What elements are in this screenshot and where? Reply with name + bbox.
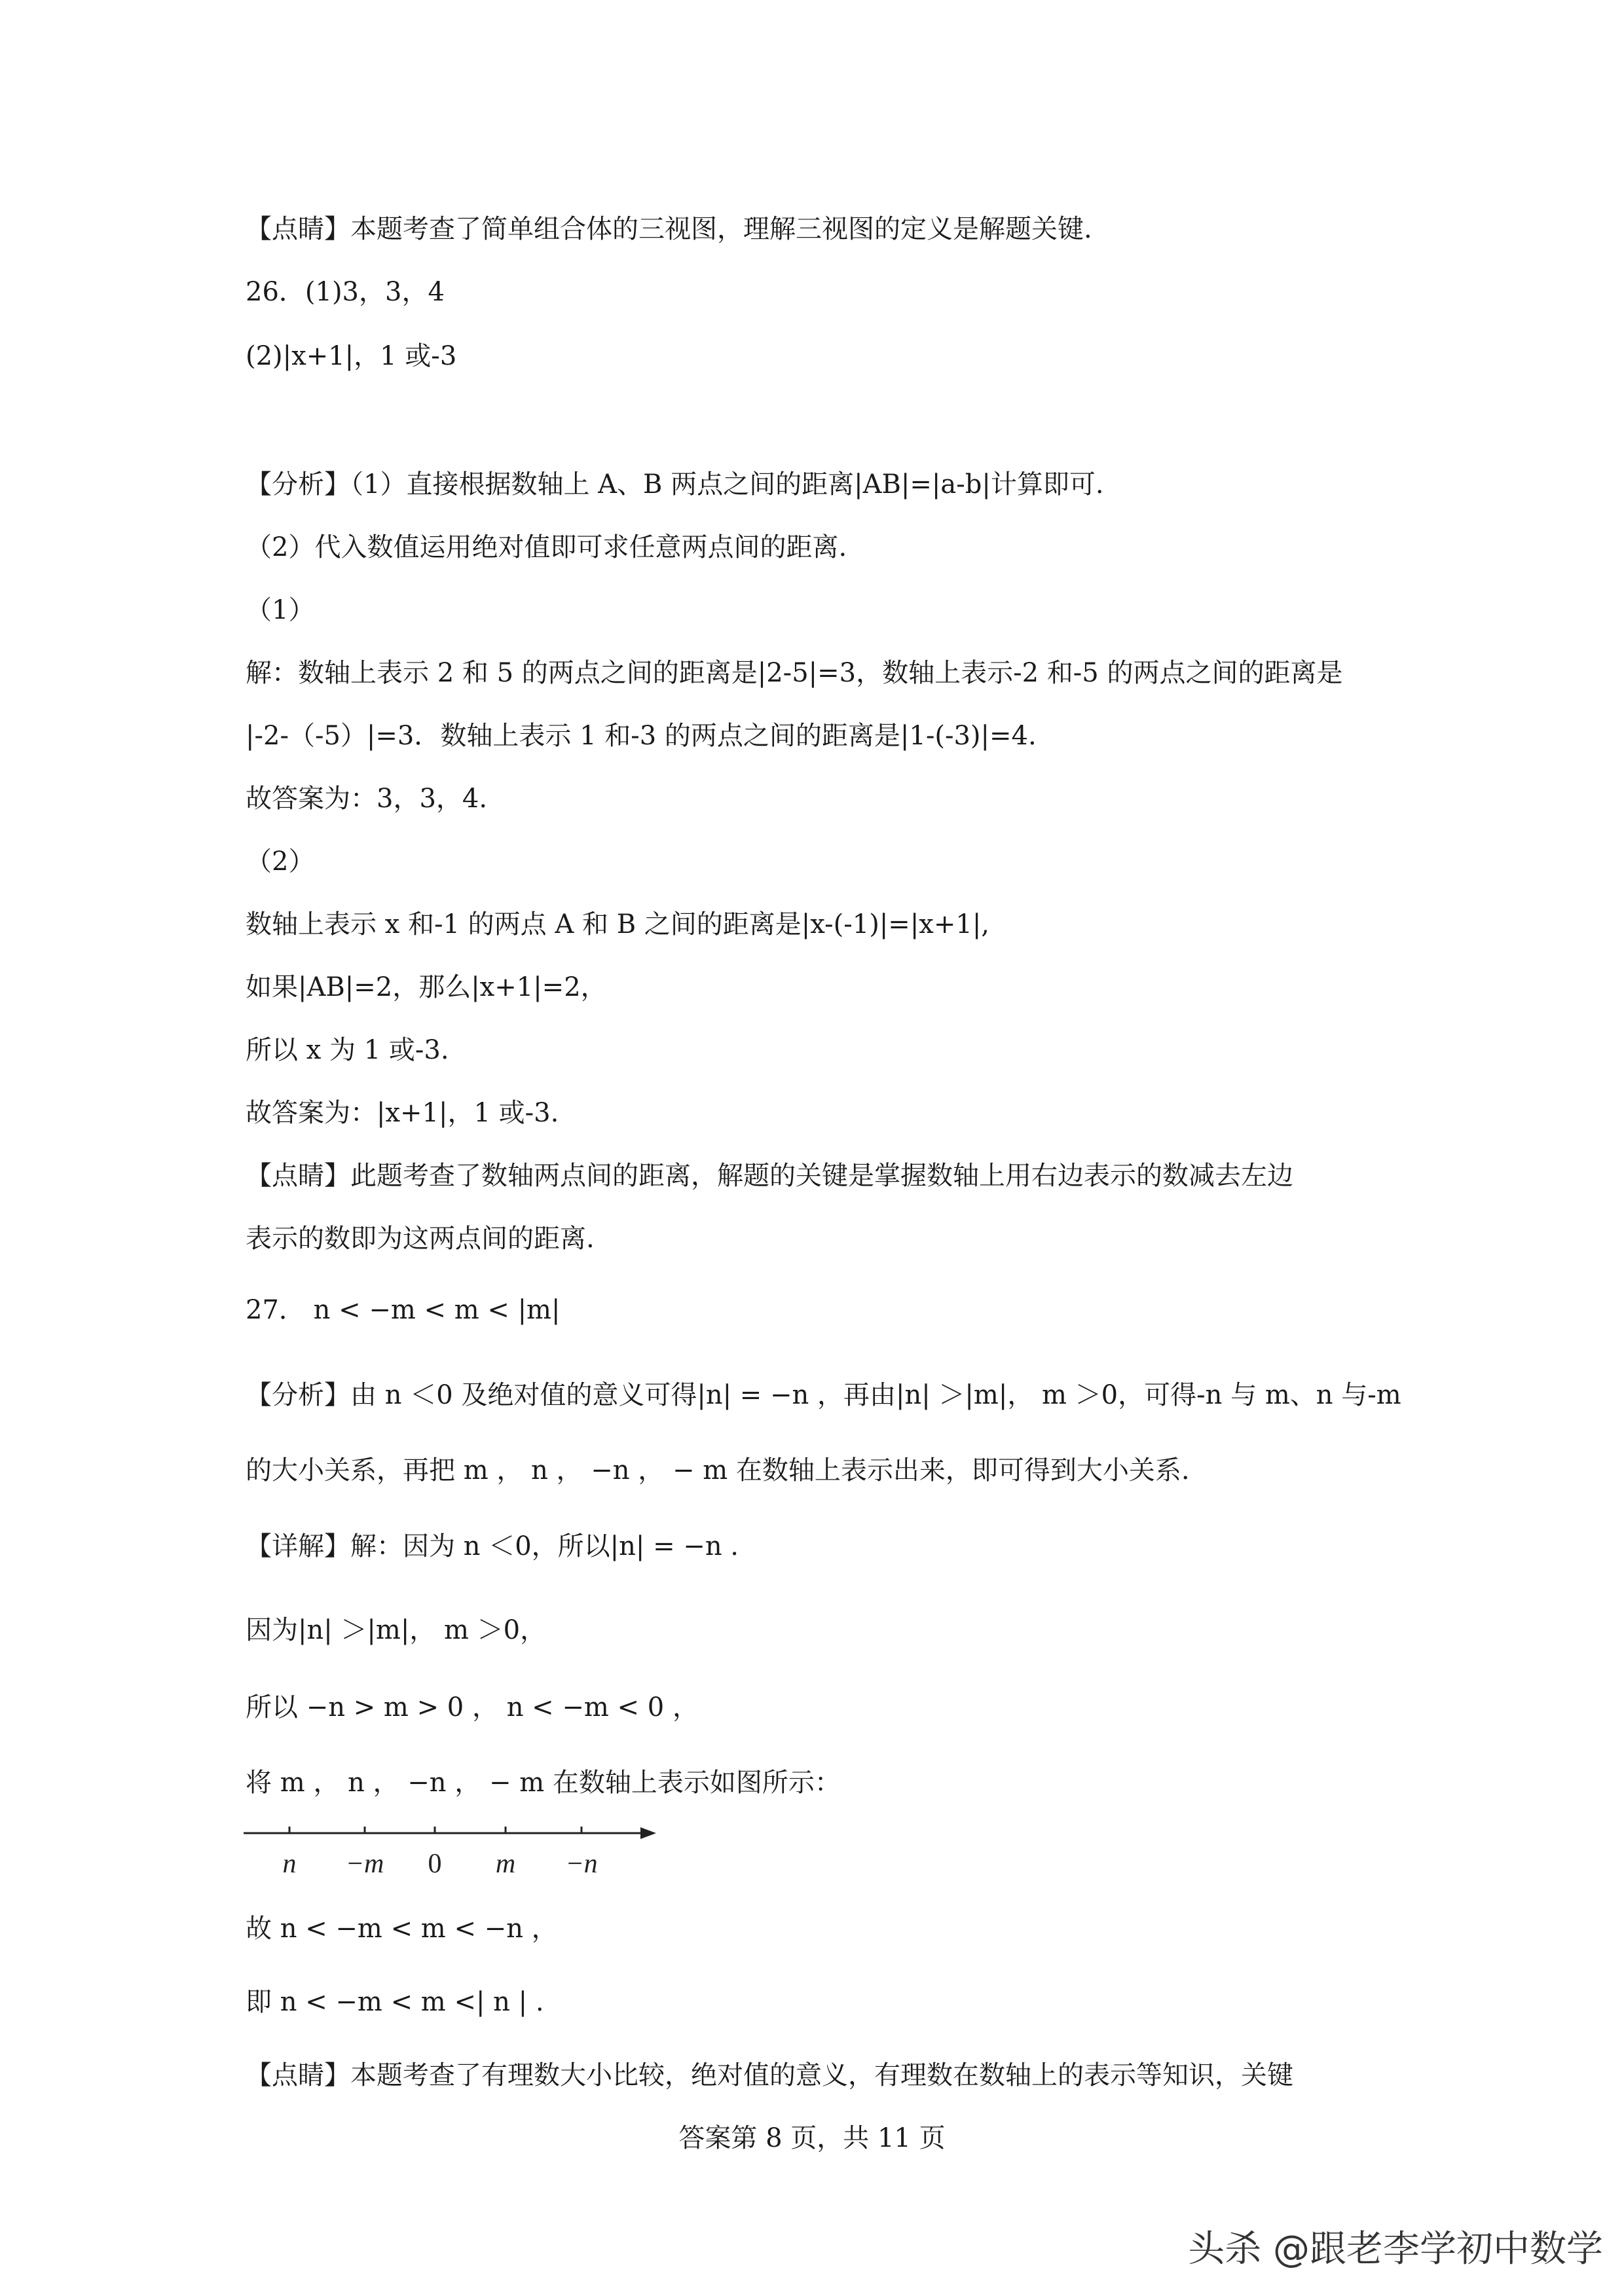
text-line: （1）: [246, 595, 315, 625]
text-line: 故答案为：3，3，4.: [246, 784, 488, 814]
text-line: 即 n < −m < m <| n | .: [246, 1987, 544, 2017]
text-line: |-2-（-5）|=3．数轴上表示 1 和-3 的两点之间的距离是|1-(-3)|=4.: [246, 721, 1037, 751]
text-line: 所以 x 为 1 或-3.: [246, 1035, 449, 1065]
text-line: 【分析】由 n ＜0 及绝对值的意义可得|n| = −n ，再由|n| ＞|m|， m ＞0，可得-n 与 m、n 与-m: [246, 1380, 1401, 1410]
text-line: 【分析】（1）直接根据数轴上 A、B 两点之间的距离|AB|=|a-b|计算即可.: [246, 469, 1104, 500]
tick-label-zero: 0: [428, 1849, 442, 1879]
text-line: 数轴上表示 x 和-1 的两点 A 和 B 之间的距离是|x-(-1)|=|x+1|,: [246, 909, 990, 939]
text-line: 的大小关系，再把 m ， n ， −n ， − m 在数轴上表示出来，即可得到大小关系.: [246, 1455, 1190, 1485]
watermark: 头杀 @跟老李学初中数学: [1188, 2228, 1603, 2270]
text-line: 【点睛】本题考查了有理数大小比较，绝对值的意义，有理数在数轴上的表示等知识，关键: [246, 2060, 1293, 2090]
text-line: （2）: [246, 847, 315, 877]
answer-heading: 26．(1)3，3，4: [246, 277, 445, 307]
text-line: 故答案为：|x+1|，1 或-3.: [246, 1098, 559, 1128]
number-line-diagram: [244, 1820, 663, 1892]
number-line-arrow: [640, 1827, 656, 1839]
text-line: 表示的数即为这两点间的距离.: [246, 1224, 595, 1254]
text-line: 解：数轴上表示 2 和 5 的两点之间的距离是|2-5|=3，数轴上表示-2 和-5 的两点之间的距离是: [246, 658, 1343, 688]
text-line: 将 m ， n ， −n ， − m 在数轴上表示如图所示：: [246, 1768, 841, 1798]
tick-label-m: m: [495, 1849, 516, 1879]
text-line: (2)|x+1|，1 或-3: [246, 341, 457, 371]
text-line: 如果|AB|=2，那么|x+1|=2，: [246, 972, 607, 1002]
text-line: 所以 −n > m > 0 ， n < −m < 0 ，: [246, 1692, 699, 1722]
text-line: 故 n < −m < m < −n ，: [246, 1914, 558, 1944]
text-line: 【详解】解：因为 n ＜0，所以|n| = −n .: [246, 1531, 739, 1561]
text-line: 【点睛】本题考查了简单组合体的三视图，理解三视图的定义是解题关键.: [246, 214, 1092, 244]
text-line: （2）代入数值运用绝对值即可求任意两点间的距离.: [246, 532, 847, 562]
tick-label-neg-n: −n: [565, 1849, 598, 1879]
answer-heading: 27． n < −m < m < |m|: [246, 1295, 561, 1325]
text-line: 【点睛】此题考查了数轴两点间的距离，解题的关键是掌握数轴上用右边表示的数减去左边: [246, 1161, 1293, 1191]
text-line: 因为|n| ＞|m|， m ＞0，: [246, 1615, 547, 1645]
tick-label-neg-m: −m: [345, 1849, 384, 1879]
page-footer: 答案第 8 页，共 11 页: [678, 2123, 946, 2153]
tick-label-n: n: [282, 1849, 297, 1879]
